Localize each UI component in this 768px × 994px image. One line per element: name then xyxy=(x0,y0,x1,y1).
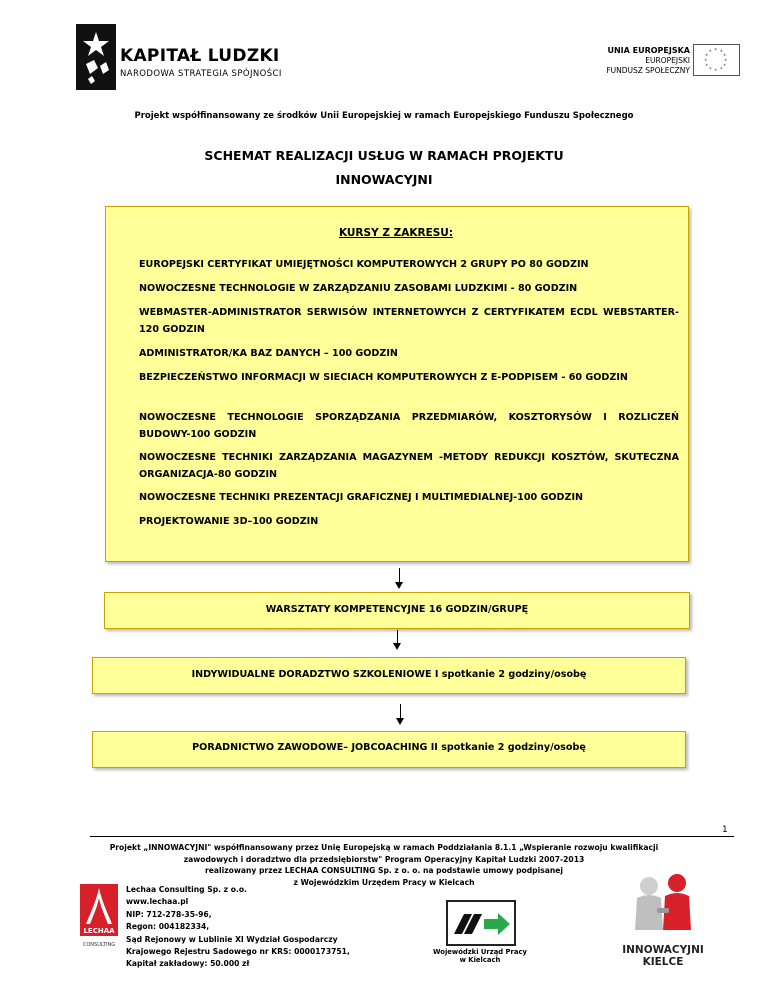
course-item: NOWOCZESNE TECHNIKI ZARZĄDZANIA MAGAZYNEM -METODY REDUKCJI KOSZTÓW, SKUTECZNA ORGANIZACJA-80 GODZIN xyxy=(139,452,679,480)
flow-step-jobcoaching xyxy=(92,731,686,768)
arrow-down-icon xyxy=(399,568,400,582)
cofinancing-note: Projekt współfinansowany ze środków Unii Europejskiej w ramach Europejskiego Funduszu Społecznego xyxy=(134,111,634,121)
footer-line: Projekt „INNOWACYJNI" współfinansowany przez Unię Europejską w ramach Poddziałania 8.1.1 „Wspieranie rozwoju kwalifikacji xyxy=(109,843,659,852)
arrow-head-icon xyxy=(395,582,403,589)
wup-line: Wojewódzki Urząd Pracy xyxy=(433,948,527,956)
eu-line2: EUROPEJSKI xyxy=(645,56,690,65)
wup-line: w Kielcach xyxy=(459,956,501,964)
innow-line: INNOWACYJNI xyxy=(622,944,704,956)
svg-text:*: * xyxy=(704,58,707,65)
svg-text:*: * xyxy=(709,67,712,73)
eu-line1: UNIA EUROPEJSKA xyxy=(607,46,690,55)
innowacyjni-label xyxy=(608,944,718,968)
lechaa-logo-text: LECHAA xyxy=(83,927,115,935)
company-details xyxy=(126,884,350,971)
course-item: NOWOCZESNE TECHNIKI PREZENTACJI GRAFICZNEJ I MULTIMEDIALNEJ-100 GODZIN xyxy=(139,492,584,503)
svg-text:*: * xyxy=(714,68,717,75)
eu-line3: FUNDUSZ SPOŁECZNY xyxy=(606,66,690,75)
arrow-down-icon xyxy=(400,704,401,718)
innow-line: KIELCE xyxy=(642,956,684,968)
company-line: Sąd Rejonowy w Lublinie XI Wydział Gospodarczy xyxy=(126,934,338,944)
flow-step-label: WARSZTATY KOMPETENCYJNE 16 GODZIN/GRUPĘ xyxy=(265,604,529,615)
footer-line: zawodowych i doradztwo dla przedsiębiorstw" Program Operacyjny Kapitał Ludzki 2007-2013 xyxy=(183,854,585,864)
company-line: Regon: 004182334, xyxy=(126,922,210,932)
kapital-ludzki-title: KAPITAŁ LUDZKI xyxy=(120,46,280,66)
wup-label xyxy=(425,948,535,964)
arrow-down-icon xyxy=(397,630,398,643)
company-line: NIP: 712-278-35-96, xyxy=(126,909,212,919)
company-line: www.lechaa.pl xyxy=(126,897,189,907)
svg-text:*: * xyxy=(723,53,726,60)
course-item: BEZPIECZEŃSTWO INFORMACJI W SIECIACH KOMPUTEROWYCH Z E-PODPISEM - 60 GODZIN xyxy=(139,372,628,383)
company-line: Kapitał zakładowy: 50.000 zł xyxy=(126,959,250,969)
svg-text:*: * xyxy=(724,58,727,65)
flow-step-label: PORADNICTWO ZAWODOWE– JOBCOACHING II spotkanie 2 godziny/osobę xyxy=(192,742,586,753)
course-item: WEBMASTER-ADMINISTRATOR SERWISÓW INTERNETOWYCH Z CERTYFIKATEM ECDL WEBSTARTER- 120 GODZIN xyxy=(139,307,679,335)
wup-logo xyxy=(446,900,516,946)
page-title: SCHEMAT REALIZACJI USŁUG W RAMACH PROJEKTU xyxy=(204,148,564,163)
course-item: PROJEKTOWANIE 3D–100 GODZIN xyxy=(139,516,319,527)
page-subtitle: INNOWACYJNI xyxy=(335,172,433,187)
course-item: NOWOCZESNE TECHNOLOGIE W ZARZĄDZANIU ZASOBAMI LUDZKIMI - 80 GODZIN xyxy=(139,283,578,294)
kapital-ludzki-subtitle: NARODOWA STRATEGIA SPÓJNOŚCI xyxy=(120,69,282,79)
course-item: EUROPEJSKI CERTYFIKAT UMIEJĘTNOŚCI KOMPUTEROWYCH 2 GRUPY PO 80 GODZIN xyxy=(139,259,589,270)
company-line: Lechaa Consulting Sp. z o.o. xyxy=(126,885,247,894)
flow-step-advisory xyxy=(92,657,686,694)
courses-heading: KURSY Z ZAKRESU: xyxy=(338,227,454,239)
flow-step-label: INDYWIDUALNE DORADZTWO SZKOLENIOWE I spotkanie 2 godziny/osobę xyxy=(191,669,587,680)
arrow-head-icon xyxy=(393,643,401,650)
innowacyjni-logo xyxy=(623,872,703,942)
svg-text:*: * xyxy=(723,63,726,70)
footer-divider xyxy=(90,836,734,837)
eu-label xyxy=(560,46,690,76)
svg-text:*: * xyxy=(705,63,708,70)
footer-line: realizowany przez LECHAA CONSULTING Sp. z o. o. na podstawie umowy podpisanej xyxy=(204,866,564,875)
arrow-head-icon xyxy=(396,718,404,725)
svg-text:*: * xyxy=(720,49,723,56)
svg-text:*: * xyxy=(720,67,723,73)
svg-text:*: * xyxy=(714,48,717,54)
page-number: 1 xyxy=(722,825,728,835)
lechaa-logo xyxy=(80,884,118,950)
lechaa-logo-subtext: CONSULTING xyxy=(82,942,116,948)
course-item: ADMINISTRATOR/KA BAZ DANYCH – 100 GODZIN xyxy=(139,348,398,359)
flow-step-workshops xyxy=(104,592,690,629)
company-line: Krajowego Rejestru Sadowego nr KRS: 0000173751, xyxy=(126,947,350,957)
svg-text:*: * xyxy=(705,53,708,60)
footer-line: z Wojewódzkim Urzędem Pracy w Kielcach xyxy=(293,877,475,887)
course-item: NOWOCZESNE TECHNOLOGIE SPORZĄDZANIA PRZEDMIARÓW, KOSZTORYSÓW I ROZLICZEŃ BUDOWY-100 GODZIN xyxy=(139,412,679,440)
eu-flag-icon xyxy=(693,44,740,76)
footer-project-note xyxy=(80,842,688,888)
svg-text:*: * xyxy=(709,49,712,56)
